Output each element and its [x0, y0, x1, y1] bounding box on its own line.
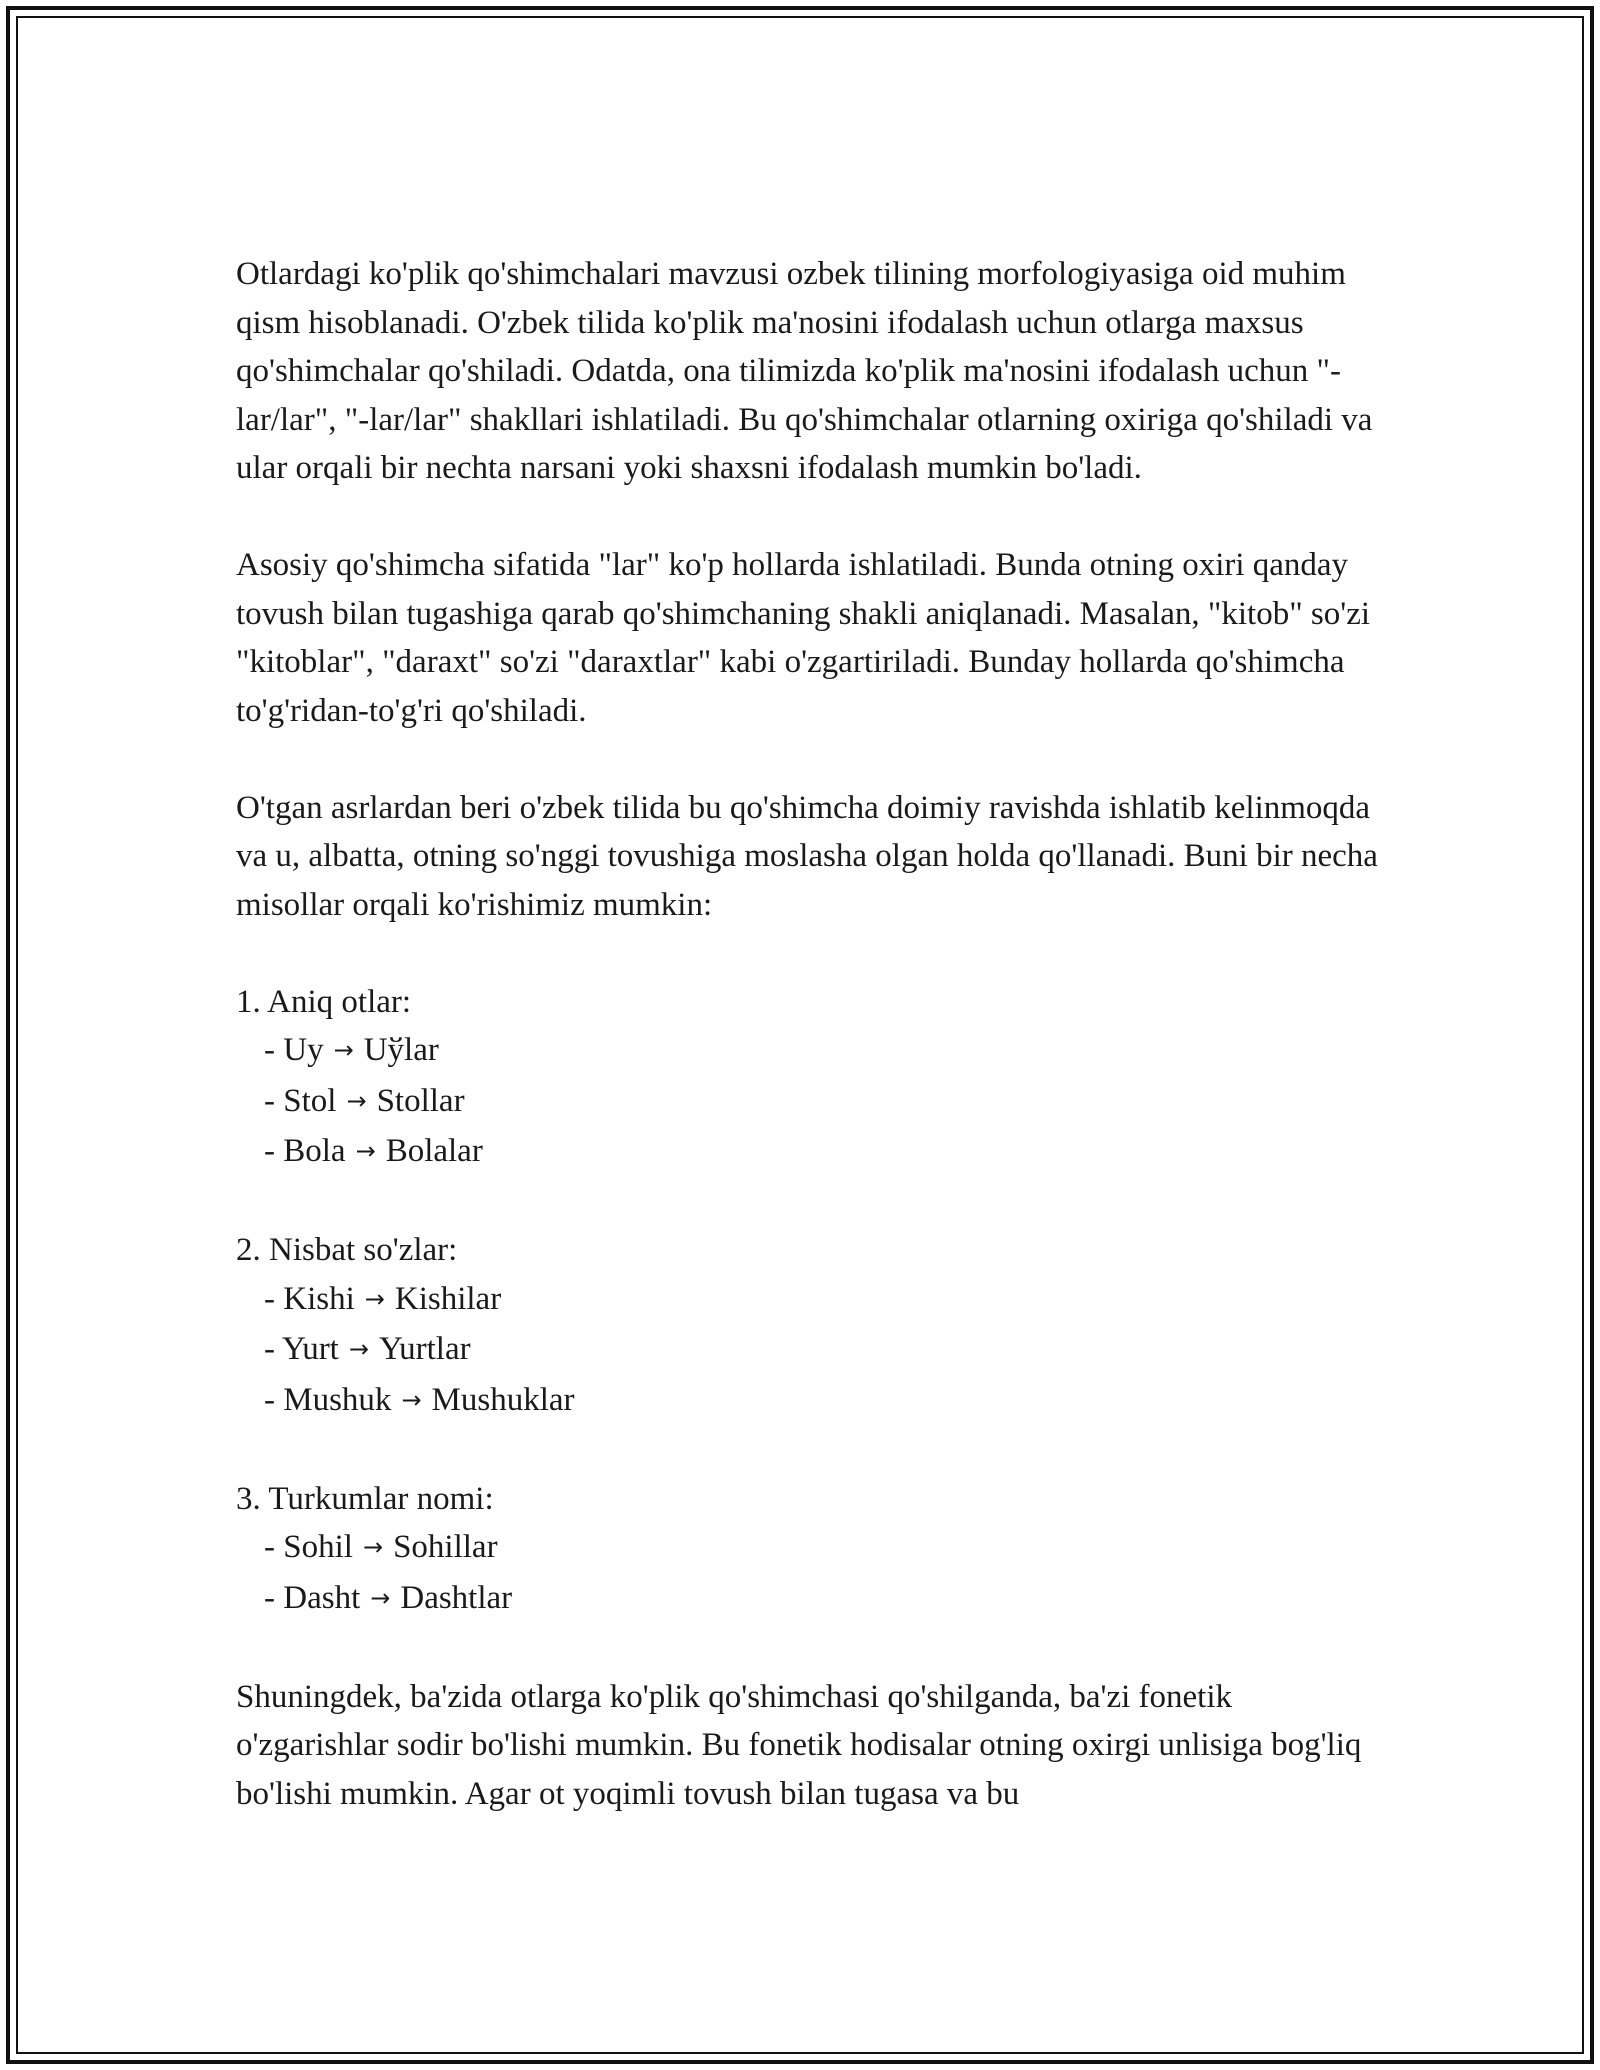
plural-word: Kishilar	[394, 1280, 502, 1317]
example-list-2	[236, 1226, 1386, 1426]
arrow-icon: →	[370, 1583, 391, 1612]
paragraph-main-suffix: Asosiy qo'shimcha sifatida "lar" ko'p hollarda ishlatiladi. Bunda otning oxiri qanday tovush bilan tugashiga qarab qo'shimchaning shakli aniqlanadi. Masalan, "kitob" so'zi "kitoblar", "daraxt" so'zi "daraxtlar" kabi o'zgartiriladi. Bunday hollarda qo'shimcha to'g'ridan-to'g'ri qo'shiladi.	[236, 547, 1371, 729]
arrow-icon: →	[401, 1385, 422, 1414]
paragraph-intro: Otlardagi ko'plik qo'shimchalari mavzusi ozbek tilining morfologiyasiga oid muhim qism hisoblanadi. O'zbek tilida ko'plik ma'nosini ifodalash uchun otlarga maxsus qo'shimchalar qo'shiladi. Odatda, ona tilimizda ko'plik ma'nosini ifodalash uchun "-lar/lar", "-lar/lar" shakllari ishlatiladi. Bu qo'shimchalar otlarning oxiriga qo'shiladi va ular orqali bir nechta narsani yoki shaxsni ifodalash mumkin bo'ladi.	[236, 256, 1373, 486]
list-item	[236, 1325, 1386, 1376]
list-item	[236, 1026, 1386, 1077]
plural-word: Yurtlar	[378, 1331, 471, 1367]
list-item	[236, 1376, 1386, 1427]
plural-word: Mushuklar	[431, 1381, 575, 1418]
singular-word: Dasht	[283, 1579, 361, 1616]
item-prefix: -	[264, 1529, 284, 1565]
plural-word: Bolalar	[385, 1133, 483, 1169]
item-prefix: -	[264, 1579, 284, 1616]
list-item	[236, 1574, 1386, 1625]
plural-word: Sohillar	[393, 1529, 498, 1565]
arrow-icon: →	[364, 1284, 385, 1313]
singular-word: Stol	[283, 1082, 337, 1119]
paragraph-history: O'tgan asrlardan beri o'zbek tilida bu qo'shimcha doimiy ravishda ishlatib kelinmoqda va u, albatta, otning so'nggi tovushiga moslasha olgan holda qo'llanadi. Buni bir necha misollar orqali ko'rishimiz mumkin:	[236, 789, 1378, 923]
singular-word: Uy	[283, 1032, 324, 1068]
item-prefix: -	[264, 1381, 284, 1418]
list-heading: 2. Nisbat so'zlar:	[236, 1232, 458, 1268]
arrow-icon: →	[333, 1036, 354, 1064]
item-prefix: -	[264, 1331, 283, 1367]
arrow-icon: →	[355, 1137, 376, 1165]
singular-word: Yurt	[282, 1331, 339, 1367]
document-body	[236, 250, 1386, 1867]
plural-word: Stollar	[376, 1082, 465, 1119]
item-prefix: -	[264, 1280, 284, 1317]
list-item	[236, 1275, 1386, 1326]
example-list-1	[236, 978, 1386, 1178]
paragraph-phonetic-changes: Shuningdek, ba'zida otlarga ko'plik qo'shimchasi qo'shilganda, ba'zi fonetik o'zgarishlar sodir bo'lishi mumkin. Bu fonetik hodisalar otning oxirgi unlisiga bog'liq bo'lishi mumkin. Agar ot yoqimli tovush bilan tugasa va bu	[236, 1678, 1362, 1812]
singular-word: Bola	[283, 1133, 346, 1169]
list-heading: 1. Aniq otlar:	[236, 983, 412, 1020]
arrow-icon: →	[346, 1086, 367, 1115]
plural-word: Dashtlar	[400, 1579, 513, 1616]
item-prefix: -	[264, 1032, 284, 1068]
singular-word: Mushuk	[283, 1381, 392, 1418]
example-list-3	[236, 1475, 1386, 1625]
arrow-icon: →	[348, 1335, 369, 1363]
item-prefix: -	[264, 1082, 284, 1119]
plural-word: Uўlar	[363, 1032, 439, 1068]
item-prefix: -	[264, 1133, 284, 1169]
list-heading: 3. Turkumlar nomi:	[236, 1480, 494, 1517]
list-item	[236, 1523, 1386, 1574]
arrow-icon: →	[362, 1533, 384, 1561]
singular-word: Sohil	[283, 1529, 353, 1565]
singular-word: Kishi	[283, 1280, 355, 1317]
list-item	[236, 1077, 1386, 1128]
list-item	[236, 1127, 1386, 1178]
